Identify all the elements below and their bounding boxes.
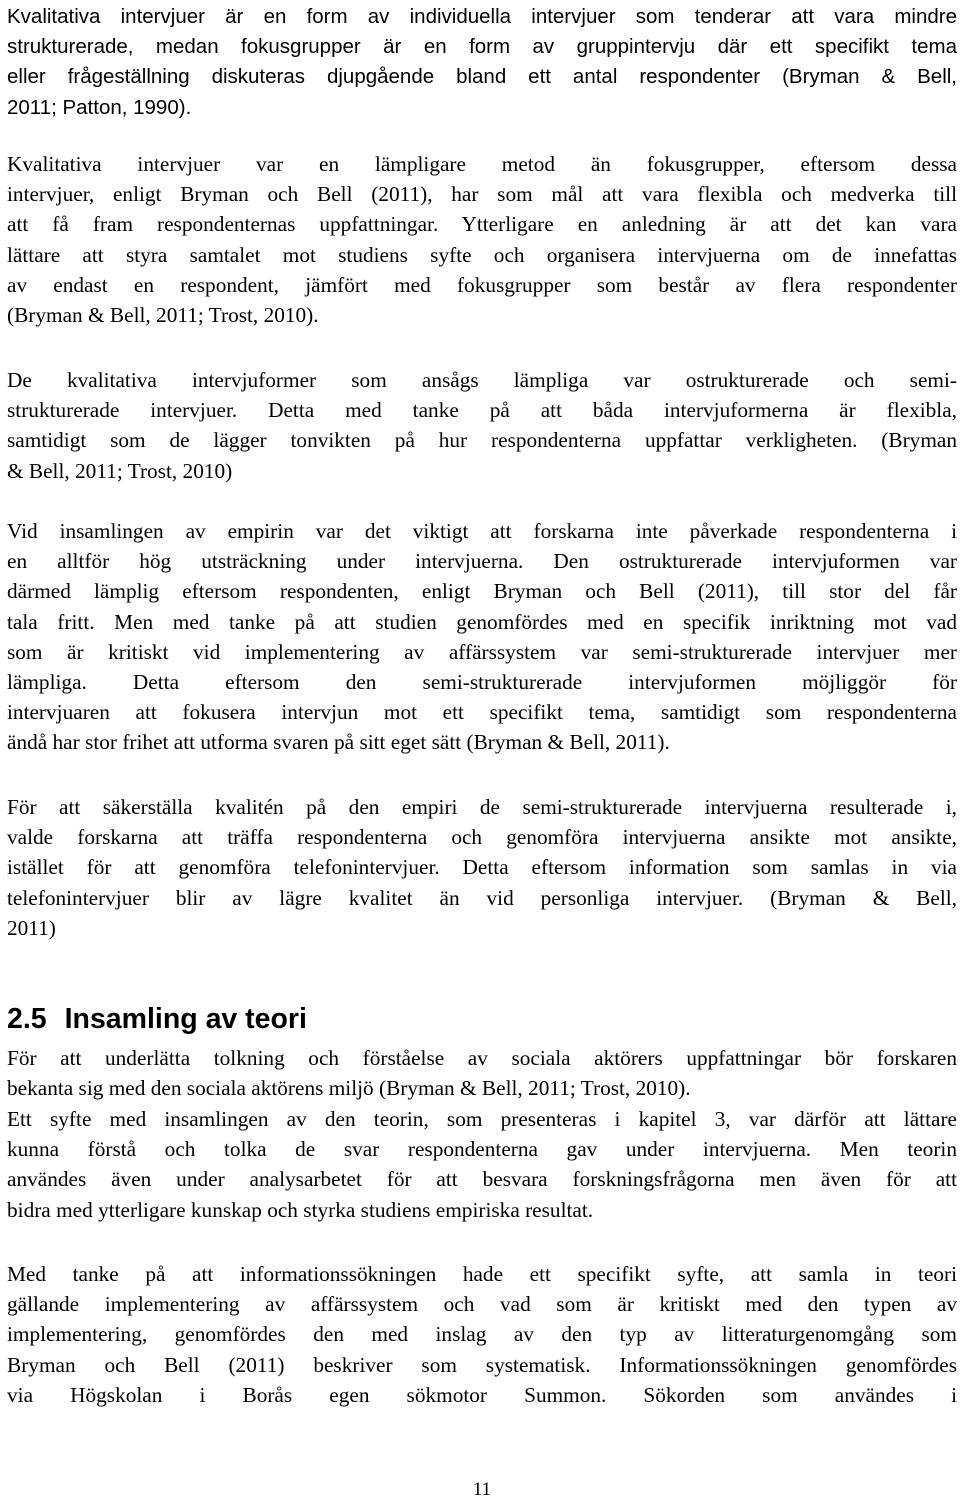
text-line: användes även under analysarbetet för att besvara forskningsfrågorna men även för att: [7, 1167, 957, 1192]
text-line: som är kritiskt vid implementering av affärssystem var semi-strukturerade intervjuer mer: [7, 639, 957, 664]
text-line: Med tanke på att informationssökningen hade ett specifikt syfte, att samla in teori: [7, 1262, 957, 1286]
text-line: tala fritt. Men med tanke på att studien genomfördes med en specifik inriktning mot vad: [7, 609, 957, 634]
section-title: Insamling av teori: [64, 1003, 307, 1035]
section-number: 2.5: [7, 1003, 47, 1035]
text-line: implementering, genomfördes den med inslag av den typ av litteraturgenomgång som: [7, 1322, 957, 1347]
text-line: För att säkerställa kvalitén på den empiri de semi-strukturerade intervjuerna resulterade i,: [7, 795, 957, 819]
text-line: Kvalitativa intervjuer var en lämpligare metod än fokusgrupper, eftersom dessa: [7, 152, 957, 176]
text-line: (Bryman & Bell, 2011; Trost, 2010).: [7, 303, 319, 328]
text-line: att få fram respondenternas uppfattningar. Ytterligare en anledning är att det kan vara: [7, 212, 957, 237]
text-line: av endast en respondent, jämfört med fokusgrupper som består av flera respondenter: [7, 272, 957, 297]
paragraph-interview-forms: [7, 365, 957, 486]
section-heading: [7, 999, 307, 1039]
text-line: Vid insamlingen av empirin var det viktigt att forskarna inte påverkade respondenterna i: [7, 519, 957, 543]
text-line: ändå har stor frihet att utforma svaren på sitt eget sätt (Bryman & Bell, 2011).: [7, 730, 670, 755]
text-line: intervjuer, enligt Bryman och Bell (2011), har som mål att vara flexibla och medverka till: [7, 182, 957, 207]
text-line: 2011; Patton, 1990).: [7, 95, 192, 119]
paragraph-theory-purpose: [7, 1104, 957, 1225]
text-line: intervjuaren att fokusera intervjun mot ett specifikt tema, samtidigt som respondenterna: [7, 700, 957, 725]
text-line: För att underlätta tolkning och förståelse av sociala aktörers uppfattningar bör forskaren: [7, 1046, 957, 1070]
text-line: istället för att genomföra telefonintervjuer. Detta eftersom information som samlas in via: [7, 855, 957, 880]
text-line: lättare att styra samtalet mot studiens syfte och organisera intervjuerna om de innefattas: [7, 242, 957, 267]
text-line: 2011): [7, 915, 56, 940]
text-line: Ett syfte med insamlingen av den teorin, som presenteras i kapitel 3, var därför att lättare: [7, 1107, 957, 1131]
text-line: strukturerade intervjuer. Detta med tanke på att båda intervjuformerna är flexibla,: [7, 398, 957, 423]
text-line: en alltför hög utsträckning under intervjuerna. Den ostrukturerade intervjuformen var: [7, 549, 957, 574]
text-line: samtidigt som de lägger tonvikten på hur respondenterna uppfattar verkligheten. (Bryman: [7, 428, 957, 453]
paragraph-intro: [7, 2, 957, 123]
text-line: lämpliga. Detta eftersom den semi-strukturerade intervjuformen möjliggör för: [7, 670, 957, 695]
text-line: De kvalitativa intervjuformer som ansågs lämpliga var ostrukturerade och semi-: [7, 368, 957, 392]
text-line: telefonintervjuer blir av lägre kvalitet än vid personliga intervjuer. (Bryman & Bell,: [7, 885, 957, 910]
text-line: valde forskarna att träffa respondenterna och genomföra intervjuerna ansikte mot ansikte,: [7, 825, 957, 850]
paragraph-method-choice: [7, 149, 957, 330]
text-line: eller frågeställning diskuteras djupgående bland ett antal respondenter (Bryman & Bell,: [7, 65, 957, 89]
text-line: strukturerade, medan fokusgrupper är en form av gruppintervju där ett specifikt tema: [7, 35, 957, 59]
paragraph-quality: [7, 792, 957, 943]
text-line: Kvalitativa intervjuer är en form av individuella intervjuer som tenderar att vara mindre: [7, 5, 957, 28]
text-line: via Högskolan i Borås egen sökmotor Summon. Sökorden som användes i: [7, 1382, 957, 1407]
document-page: [7, 0, 957, 1508]
paragraph-empirical-collection: [7, 516, 957, 758]
text-line: därmed lämplig eftersom respondenten, enligt Bryman och Bell (2011), till stor del får: [7, 579, 957, 604]
paragraph-theory-intro: [7, 1043, 957, 1103]
text-line: Bryman och Bell (2011) beskriver som systematisk. Informationssökningen genomfördes: [7, 1352, 957, 1377]
text-line: bekanta sig med den sociala aktörens miljö (Bryman & Bell, 2011; Trost, 2010).: [7, 1076, 691, 1101]
text-line: gällande implementering av affärssystem och vad som är kritiskt med den typen av: [7, 1292, 957, 1317]
page-number: 11: [472, 1479, 492, 1500]
text-line: kunna förstå och tolka de svar respondenterna gav under intervjuerna. Men teorin: [7, 1137, 957, 1162]
text-line: bidra med ytterligare kunskap och styrka studiens empiriska resultat.: [7, 1197, 594, 1222]
paragraph-information-search: [7, 1259, 957, 1410]
text-line: & Bell, 2011; Trost, 2010): [7, 458, 233, 483]
